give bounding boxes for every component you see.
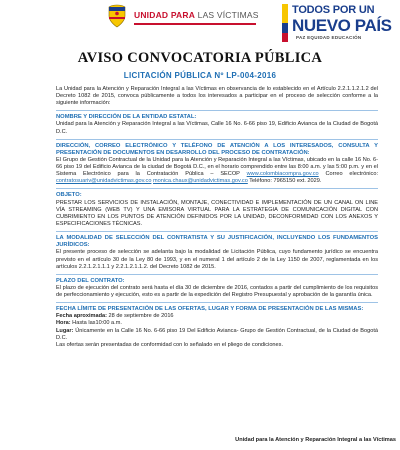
document-body (56, 86, 378, 349)
section-divider (56, 231, 378, 232)
section-body-modalidad: El presente proceso de selección se adelanta bajo la modalidad de Licitación Pública, cuyo fundamento jurídico se encuentra previsto en el artículo 30 de la Ley 80 de 1993, y en el numeral 1 del artículo 2 de la Ley 1150 de 2007, reglamentada en los artículos 2.2.1.2.1.1.1 y 2.2.1.2.1.1.2. del Decreto 1082 de 2015. (56, 249, 378, 270)
logo-line-3: PAZ EQUIDAD EDUCACIÓN (296, 35, 362, 40)
footer-entity-name: Unidad para la Atención y Reparación Integral a las Víctimas (235, 437, 396, 443)
hora-line (56, 320, 378, 327)
document-title: AVISO CONVOCATORIA PÚBLICA (77, 50, 323, 66)
contacto-text: El Grupo de Gestión Contractual de la Unidad para la Atención y Reparación Integral a las Víctimas, ubicado en la calle 16 No. 6-66 piso 19 del Edificio Avianca de la ciudad de Bogotá D.C., en el horario comprendido entre las 8:00 a.m. y las 5:00 p.m. y en el Sistema Electrónico para la Contratación Pública – SECOP (56, 157, 378, 178)
logo-line-1: TODOS POR UN (292, 4, 375, 16)
contacto-correo-label: Correo electrónico: (318, 171, 379, 178)
logo-line-2: NUEVO PAÍS (292, 16, 392, 35)
section-divider (56, 274, 378, 275)
brand-underline (134, 23, 256, 25)
section-title-contacto: DIRECCIÓN, CORREO ELECTRÓNICO Y TELÉFONO DE ATENCIÓN A LOS INTERESADOS, CONSULTA Y PRESENTACIÓN DE DOCUMENTOS EN DESARROLLO DEL PROCESO DE CONTRATACIÓN: (56, 142, 378, 156)
section-title-plazo: PLAZO DEL CONTRATO: (56, 277, 125, 284)
section-body-entidad: Unidad para la Atención y Reparación Integral a las Víctimas, Calle 16 No. 6-66 piso 19, Edificio Avianca de la Ciudad de Bogotá D.C. (56, 121, 378, 135)
nuevo-pais-logo (282, 2, 400, 44)
email-link-contratos[interactable]: contratosuariv@unidadvictimas.gov.co (56, 178, 152, 185)
section-title-modalidad: LA MODALIDAD DE SELECCIÓN DEL CONTRATISTA Y SU JUSTIFICACIÓN, INCLUYENDO LOS FUNDAMENTOS JURÍDICOS: (56, 235, 378, 249)
section-divider (56, 110, 378, 111)
ofertas-note: Las ofertas serán presentadas de conformidad con lo señalado en el pliego de condiciones. (56, 341, 284, 348)
fecha-value: 28 de septiembre de 2016 (106, 313, 174, 320)
fecha-line (56, 313, 378, 320)
section-title-objeto: OBJETO: (56, 192, 82, 199)
section-body-contacto (56, 157, 378, 185)
brand-bold: UNIDAD PARA (134, 10, 196, 20)
document-subtitle: LICITACIÓN PÚBLICA Nº LP-004-2016 (123, 71, 277, 80)
lugar-value: Únicamente en la Calle 16 No. 6-66 piso 19 Del Edificio Avianca- Grupo de Gestión Contractual, de la Ciudad de Bogotá D.C. (56, 327, 378, 341)
section-body-objeto: PRESTAR LOS SERVICIOS DE INSTALACIÓN, MONTAJE, CONECTIVIDAD E IMPLEMENTACIÓN DE UN CANAL ON LINE VÍA STREAMING (WEB TV) Y UNA EMISORA VIRTUAL PARA LA ESTRATEGIA DE COMUNICACIÓN DIGITAL CON CUBRIMIENTO EN LOS PUNTOS DE ATENCIÓN DEFINIDOS POR LA UNIDAD, DECONFORMIDAD CON LOS ANEXOS Y ESPECIFICACIONES TÉCNICAS. (56, 199, 378, 227)
flag-stripes-icon (282, 4, 288, 42)
email-link-monica[interactable]: monica.chaux@unidadvictimas.gov.co (153, 178, 248, 185)
page-header (0, 0, 400, 44)
contacto-telefono: Teléfono: 7965150 ext. 2029. (247, 178, 322, 185)
fecha-label: Fecha aproximada: (56, 313, 107, 320)
hora-value: Hasta las10:00 a.m. (70, 320, 122, 327)
intro-paragraph: La Unidad para la Atención y Reparación Integral a las Víctimas en observancia de lo establecido en el Artículo 2.2.1.1.2.1.2 del Decreto 1082 de 2015, convoca públicamente a todos los interesados a participar en el proceso de selección conforme a la siguiente información: (56, 86, 378, 107)
hora-label: Hora: (56, 320, 71, 327)
colombia-coat-of-arms-icon (106, 4, 128, 28)
section-title-entidad: NOMBRE Y DIRECCIÓN DE LA ENTIDAD ESTATAL: (56, 114, 197, 121)
section-divider (56, 139, 378, 140)
brand-rest: LAS VÍCTIMAS (195, 10, 259, 20)
section-divider (56, 302, 378, 303)
lugar-line (56, 328, 378, 342)
section-title-fecha: FECHA LÍMITE DE PRESENTACIÓN DE LAS OFERTAS, LUGAR Y FORMA DE PRESENTACIÓN DE LAS MISMAS: (56, 306, 364, 313)
section-body-plazo: El plazo de ejecución del contrato será hasta el día 30 de diciembre de 2016, contados a partir del cumplimiento de los requisitos de perfeccionamiento y ejecución, esto es a partir de la expedición del Registro Presupuestal y aprobación de la garantía única. (56, 284, 378, 299)
section-divider (56, 188, 378, 189)
unidad-victimas-logo (134, 10, 264, 28)
lugar-label: Lugar: (56, 327, 74, 334)
secop-link[interactable]: www.colombiacompra.gov.co (246, 171, 319, 178)
